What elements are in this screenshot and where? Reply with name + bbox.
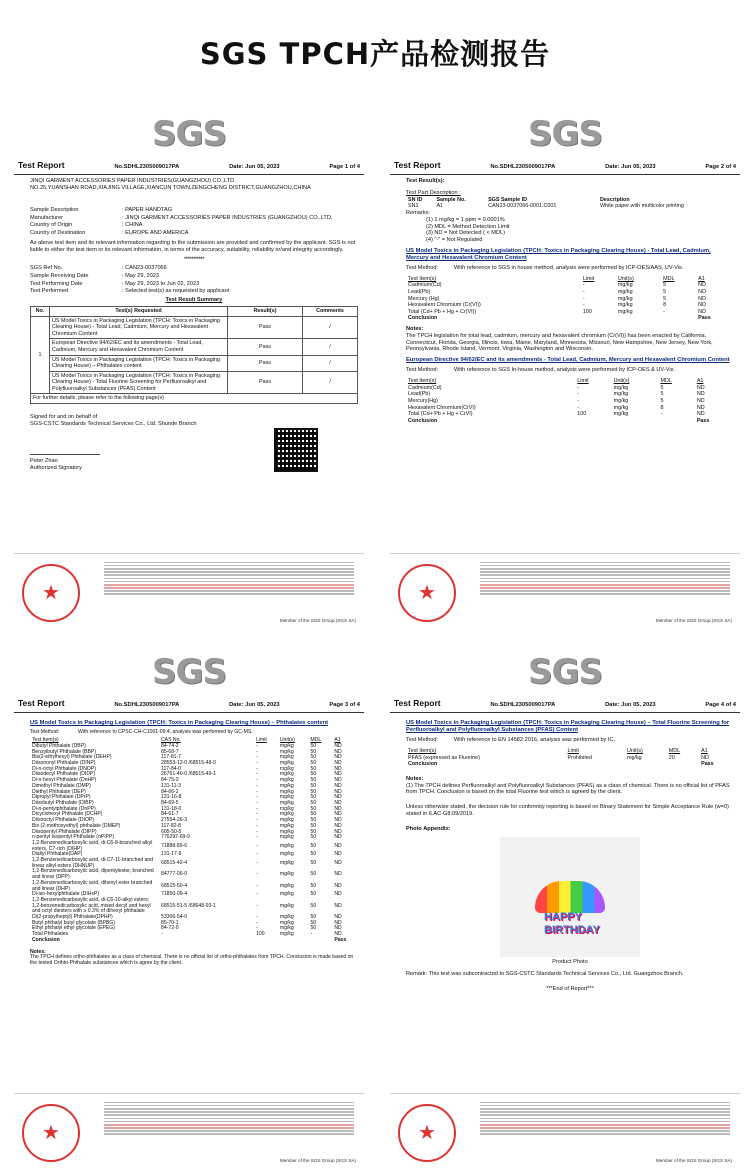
table-row: Diisononyl Phthalate (DINP) 28553-12-0 /68515-48-0 - mg/kg 50 ND: [32, 760, 342, 767]
report-header: Test Report No.SDHL2305009017PA Date: Jun 05, 2023 Page 2 of 4: [390, 152, 740, 175]
table-row: Dimethyl Phthalate (DMP) 131-11-3 - mg/kg 50 ND: [32, 782, 342, 789]
table-row: Di-n-pentylphthalate (DnPP) 131-18-0 - mg/kg 50 ND: [32, 805, 342, 812]
qr-code: [274, 428, 318, 472]
report-page-3: SGS Test Report No.SDHL2305009017PA Date: Jun 05, 2023 Page 3 of 4 US Model Toxics in Packaging Legislation (TPCH: Toxics in Packaging Clearing House) – Phthalates content Test Method: With reference to CPSC-CH-C1001-09.4, analysis was performed by GC-MS. Test Item(s) CAS No. Limit Unit(s) MDL A1 Dibutyl Phthalate (DBP) 84-74-2 - mg/kg 50 ND Benzylbutyl Phthalate (BBP) 85-68-7 - mg/kg 50 ND Bis(2-ethylhexyl) Phthalate (DEHP) 117-81-7 - mg/kg 50 ND Diisononyl Phthalate (DINP) 28553-12-0 /68515-48-0 - mg/kg 50 ND Di-n-octyl Phthalate (DNOP) 117-84-0 - mg/kg 50 ND Diisodecyl Phthalate (DIDP) 26761-40-0 /68515-49-1 - mg/kg 50 ND Di-n-hexyl Phthalate (DnHP) 84-75-3 - mg/kg 50 ND Dimethyl Phthalate (DMP) 131-11-3 - mg/kg 50 ND Diethyl Phthalate (DEP) 84-66-2 - mg/kg 50 ND Dipropyl Phthalate (DPrP) 131-16-8 - mg/kg 50 ND Diisobutyl Phthalate (DIBP) 84-69-5 - mg/kg 50 ND Di-n-pentylphthalate (DnPP) 131-18-0 - mg/kg 50 ND Dicyclohexyl Phthalate (DCHP) 84-61-7 - mg/kg 50 ND Diisooctyl Phthalate (DIOP) 27554-26-3 - mg/kg 50 ND Bis (2-methoxyethyl) phthalate (DMEP) 117-82-8 - mg/kg 50 ND Diisopentyl Phthalate (DIPP) 605-50-5 - mg/kg 50 ND n-pentyl Isopentyl Phthalate (nPIPP) 776297-69-9 - mg/kg 50 ND 1,2-Benzenedicarboxylic acid, di-C6-8-branched alkyl esters, C7-rich (DIHP) 71888-89-6 - mg/kg 50 ND Diallyl Phthalate(DAP) 131-17-9 - mg/kg 50 ND 1,2-Benzenedicarboxylic acid, di-C7-11-branched and linear alkyl esters (DHNUP) 68515-42-4 - mg/kg 50 ND 1,2-Benzenedicarboxylic acid, dipentylester, branched and linear (DPP) 84777-06-0 - mg/kg 50 ND 1,2-Benzenedicarboxylic acid, dihexyl ester branched and linear (DHP) 68515-50-4 - mg/kg 50 ND Di-iso-hexylphthalate (DIHxP) 71850-09-4 - mg/kg 50 ND 1,2-Benzenedicarboxylic acid, di-C6-10-alkyl esters; 1,2-benzenedicarboxylic acid, mixed decyl and hexyl and octyl diesters with ≥ 0.3% of dihexyl phthalate 68515-51-5 /68648-93-1 - mg/kg 50 ND Di(2-propylheptyl) Phthalate(DPHP) 53306-54-0 - mg/kg 50 ND Butyl phthalyl butyl glycolate (BPBG) 85-70-1 - mg/kg 50 ND Ethyl phthalyl ethyl glycolate (EPEG) 84-72-0 - mg/kg 50 ND Total Phthalates - 100 mg/kg - ND Conclusion Pass Notes: The TPCH defines ortho-phthalates as a class of chemical. There is no official list of ortho-phthalates from TPCH. Conclusion is made based on the tested Orthto-Phthalate substances which is agree by the client. ★ Member of the SGS Group (SGS SA): [14, 648, 364, 1166]
section-title: US Model Toxics in Packaging Legislation (TPCH: Toxics in Packaging Clearing House) – Total Fluorine Screening for Perfluoroalkyl and Polyfluoroalkyl Substances (PFAS) Content: [406, 720, 730, 734]
seal-icon: ★: [398, 564, 456, 622]
summary-table: No. Test(s) Requested Result(s) Comments 1 US Model Toxics in Packaging Legislation (TPCH: Toxics in Packaging Clearing House) - Total Lead, Cadmium, Mercury and Hexavalent Chromium Content Pass / European Directive 94/62/EC and its amendments - Total Lead, Cadmium, Mercury and Hexavalent Chromium Content Pass / US Model Toxics in Packaging Legislation (TPCH: Toxics in Packaging Clearing House) – Phthalates content Pass / US Model Toxics in Packaging Legislation (TPCH: Toxics in Packaging Clearing House) - Total Fluorine Screening for Perfluoroalkyl and Polyfluoroalkyl Substances (PFAS) Content Pass / For further details, please refer to the following page(s): [30, 306, 358, 404]
page-number: Page 1 of 4: [329, 164, 360, 170]
table-row: Dibutyl Phthalate (DBP) 84-74-2 - mg/kg 50 ND: [32, 742, 342, 749]
signer-name: Peter Zhao: [30, 458, 58, 465]
product-photo: [500, 837, 640, 957]
table-row: Total Phthalates - 100 mg/kg - ND: [32, 931, 342, 938]
report-page-4: SGS Test Report No.SDHL2305009017PA Date: Jun 05, 2023 Page 4 of 4 US Model Toxics in Packaging Legislation (TPCH: Toxics in Packaging Clearing House) – Total Fluorine Screening for Perfluoroalkyl and Polyfluoroalkyl Substances (PFAS) Content Test Method: With reference to EN 14582:2016, analysis was performed by IC. Test Item(s) Limit Unit(s) MDL A1 PFAS (expressed as Fluorine) Prohibited mg/kg 20 ND Conclusion Pass Notes: (1) The TPCH defines Perfluoroalkyl and Polyfluoroalkyl Substances (PFAS) as a class of chemical. There is no official list of PFAS from TPCH. Conclusion is based on the total Fluorine test which is agreed by the client. Unless otherwise stated, the decision rule for conformity reporting is based on Binary Statement for Simple Acceptance Rule (w=0) stated in ILAC-G8:09/2019. Photo Appendix: HAPPY BIRTHDAY Product Photo Remark: This test was subcontracted to SGS-CSTC Standards Technical Services Co., Ltd. Guangzhou Branch. ***End of Report*** ★ Member of the SGS Group (SGS SA): [390, 648, 740, 1166]
page-number: Page 2 of 4: [705, 164, 736, 170]
table-row: 1,2-Benzenedicarboxylic acid, dipentylester, branched and linear (DPP) 84777-06-0 - mg/kg 50 ND: [32, 868, 342, 881]
table-row: Diisobutyl Phthalate (DIBP) 84-69-5 - mg/kg 50 ND: [32, 799, 342, 806]
sgs-logo: SGS: [152, 114, 226, 154]
applicant-company: JINQI GARMENT ACCESSORIES PAPER INDUSTRIES(GUANGZHOU) CO.,LTD.: [30, 178, 236, 185]
section-title: US Model Toxics in Packaging Legislation (TPCH: Toxics in Packaging Clearing House) – Phthalates content: [30, 720, 329, 727]
table-row: Dipropyl Phthalate (DPrP) 131-16-8 - mg/kg 50 ND: [32, 794, 342, 801]
table-row: Dicyclohexyl Phthalate (DCHP) 84-61-7 - mg/kg 50 ND: [32, 811, 342, 818]
page-footer: ★ Member of the SGS Group (SGS SA): [390, 553, 740, 626]
table-row: Conclusion Pass: [32, 936, 347, 943]
section-title: US Model Toxics in Packaging Legislation (TPCH: Toxics in Packaging Clearing House) - Total Lead, Cadmium, Mercury and Hexavalent Chromium Content: [406, 247, 711, 261]
summary-title: Test Result Summary: [165, 297, 223, 304]
banner-title: SGS TPCH产品检测报告: [199, 37, 551, 71]
signer-title: Authorized Signatory: [30, 464, 82, 471]
table-row: Di-n-hexyl Phthalate (DnHP) 84-75-3 - mg/kg 50 ND: [32, 777, 342, 784]
table-row: Diethyl Phthalate (DEP) 84-66-2 - mg/kg 50 ND: [32, 788, 342, 795]
rainbow-image: [535, 881, 605, 913]
table-row: Di-n-octyl Phthalate (DNOP) 117-84-0 - mg/kg 50 ND: [32, 765, 342, 772]
table-row: 1,2-Benzenedicarboxylic acid, dihexyl ester branched and linear (DHP) 68515-50-4 - mg/kg 50 ND: [32, 879, 342, 892]
applicant-address: NO.25,YUANSHAN ROAD,XIAJING VILLAGE,XIANCUN TOWN,ZENGCHENG DISTRICT,GUANGZHOU,CHINA: [30, 184, 311, 191]
page-footer: ★ Member of the SGS Group (SGS SA): [14, 1093, 364, 1166]
table-row: Butyl phthalyl butyl glycolate (BPBG) 85-70-1 - mg/kg 50 ND: [32, 919, 342, 926]
remark: Remark: This test was subcontracted to SGS-CSTC Standards Technical Services Co., Ltd. Guangzhou Branch.: [406, 971, 684, 978]
sgs-logo: SGS: [152, 652, 226, 692]
table-row: Diisopentyl Phthalate (DIPP) 605-50-5 - mg/kg 50 ND: [32, 828, 342, 835]
banner: [0, 0, 750, 105]
page-number: Page 3 of 4: [329, 702, 360, 708]
report-page-2: SGS Test Report No.SDHL2305009017PA Date: Jun 05, 2023 Page 2 of 4 Test Result(s): Test Part Description : SN ID Sample No. SGS Sample ID Description SN1 A1 CAN23-0037066-0001.C001 White paper with multicolor printing Remarks: (1) 1 mg/kg = 1 ppm = 0.0001% (2) MDL = Method Detection Limit (3) ND = Not Detected ( < MDL) (4) "-" = Not Regulated US Model Toxics in Packaging Legislation (TPCH: Toxics in Packaging Clearing House) - Total Lead, Cadmium, Mercury and Hexavalent Chromium Content Test Method: With reference to SGS in house method, analysis were performed by ICP-OES/AAS, UV-Vis. Test Item(s) Limit Unit(s) MDL A1 Cadmium(Cd) - mg/kg 5 ND Lead(Pb) - mg/kg 5 ND Mercury (Hg) - mg/kg 5 ND Hexavalent Chromium (Cr(VI)) - mg/kg 8 ND Total (Cd+ Pb + Hg + Cr(VI)) 100 mg/kg - ND Conclusion Pass Notes: The TPCH legislation for total lead, cadmium, mercury and hexavalent chromium (Cr(VI)) has been enacted by California, Connecticut, Florida, Georgia, Illinois, Iowa, Maine, Maryland, Minnesota, Missouri, New Hampshire, New Jersey, New York, Pennsylvania, Rhode Island, Vermont, Virginia, Washington and Wisconsin. European Directive 94/62/EC and its amendments - Total Lead, Cadmium, Mercury and Hexavalent Chromium Content Test Method: With reference to SGS In-house method, analysis were performed by ICP-OES & UV-Vis. Test Item(s) Limit Unit(s) MDL A1 Cadmium(Cd) - mg/kg 5 ND Lead(Pb) - mg/kg 5 ND Mercury(Hg) - mg/kg 5 ND Hexavalent Chromium(CrVI) - mg/kg 8 ND Total (Cd+ Pb + Hg + CrVI) 100 mg/kg - ND Conclusion Pass ★ Member of the SGS Group (SGS SA): [390, 110, 740, 626]
page-footer: ★ Member of the SGS Group (SGS SA): [390, 1093, 740, 1166]
table-row: 1,2-Benzenedicarboxylic acid, di-C6-10-alkyl esters; 1,2-benzenedicarboxylic acid, mixed decyl and hexyl and octyl diesters with ≥ 0.3% of dihexyl phthalate 68515-51-5 /68648-93-1 - mg/kg 50 ND: [32, 896, 342, 915]
table-row: Bis (2-methoxyethyl) phthalate (DMEP) 117-82-8 - mg/kg 50 ND: [32, 822, 342, 829]
page-number: Page 4 of 4: [705, 702, 736, 708]
report-header: Test Report No.SDHL2305009017PA Date: Jun 05, 2023 Page 3 of 4: [14, 690, 364, 713]
sgs-logo: SGS: [528, 114, 602, 154]
table-row: Benzylbutyl Phthalate (BBP) 85-68-7 - mg/kg 50 ND: [32, 748, 342, 755]
report-date: Date: Jun 05, 2023: [229, 164, 280, 170]
table-row: Ethyl phthalyl ethyl glycolate (EPEG) 84-72-0 - mg/kg 50 ND: [32, 925, 342, 932]
disclaimer: As above test item and its relevant information regarding to the submission are provided and confirmed by the applicant. SGS is not liable to either the test item or its relevant information, in terms of the accuracy, suitability, reliability or/and integrity accordingly.: [30, 239, 356, 253]
table-row: Diallyl Phthalate(DAP) 131-17-9 - mg/kg 50 ND: [32, 851, 342, 858]
table-row: n-pentyl Isopentyl Phthalate (nPIPP) 776297-69-9 - mg/kg 50 ND: [32, 834, 342, 841]
table-row: Di-iso-hexylphthalate (DIHxP) 71850-09-4 - mg/kg 50 ND: [32, 891, 342, 898]
signature: [30, 440, 100, 455]
table-row: 1,2-Benzenedicarboxylic acid, di-C6-8-branched alkyl esters, C7-rich (DIHP) 71888-89-6 - mg/kg 50 ND: [32, 839, 342, 852]
sgs-logo: SGS: [528, 652, 602, 692]
table-row: Diisooctyl Phthalate (DIOP) 27554-26-3 - mg/kg 50 ND: [32, 817, 342, 824]
table-row: Bis(2-ethylhexyl) Phthalate (DEHP) 117-81-7 - mg/kg 50 ND: [32, 754, 342, 761]
phthalates-table: Test Item(s) CAS No. Limit Unit(s) MDL A1 Dibutyl Phthalate (DBP) 84-74-2 - mg/kg 50 ND Benzylbutyl Phthalate (BBP) 85-68-7 - mg/kg 50 ND Bis(2-ethylhexyl) Phthalate (DEHP) 117-81-7 - mg/kg 50 ND Diisononyl Phthalate (DINP) 28553-12-0 /68515-48-0 - mg/kg 50 ND Di-n-octyl Phthalate (DNOP) 117-84-0 - mg/kg 50 ND Diisodecyl Phthalate (DIDP) 26761-40-0 /68515-49-1 - mg/kg 50 ND Di-n-hexyl Phthalate (DnHP) 84-75-3 - mg/kg 50 ND Dimethyl Phthalate (DMP) 131-11-3 - mg/kg 50 ND Diethyl Phthalate (DEP) 84-66-2 - mg/kg 50 ND Dipropyl Phthalate (DPrP) 131-16-8 - mg/kg 50 ND Diisobutyl Phthalate (DIBP) 84-69-5 - mg/kg 50 ND Di-n-pentylphthalate (DnPP) 131-18-0 - mg/kg 50 ND Dicyclohexyl Phthalate (DCHP) 84-61-7 - mg/kg 50 ND Diisooctyl Phthalate (DIOP) 27554-26-3 - mg/kg 50 ND Bis (2-methoxyethyl) phthalate (DMEP) 117-82-8 - mg/kg 50 ND Diisopentyl Phthalate (DIPP) 605-50-5 - mg/kg 50 ND n-pentyl Isopentyl Phthalate (nPIPP) 776297-69-9 - mg/kg 50 ND 1,2-Benzenedicarboxylic acid, di-C6-8-branched alkyl esters, C7-rich (DIHP) 71888-89-6 - mg/kg 50 ND Diallyl Phthalate(DAP) 131-17-9 - mg/kg 50 ND 1,2-Benzenedicarboxylic acid, di-C7-11-branched and linear alkyl esters (DHNUP) 68515-42-4 - mg/kg 50 ND 1,2-Benzenedicarboxylic acid, dipentylester, branched and linear (DPP) 84777-06-0 - mg/kg 50 ND 1,2-Benzenedicarboxylic acid, dihexyl ester branched and linear (DHP) 68515-50-4 - mg/kg 50 ND Di-iso-hexylphthalate (DIHxP) 71850-09-4 - mg/kg 50 ND 1,2-Benzenedicarboxylic acid, di-C6-10-alkyl esters; 1,2-benzenedicarboxylic acid, mixed decyl and hexyl and octyl diesters with ≥ 0.3% of dihexyl phthalate 68515-51-5 /68648-93-1 - mg/kg 50 ND Di(2-propylheptyl) Phthalate(DPHP) 53306-54-0 - mg/kg 50 ND Butyl phthalyl butyl glycolate (BPBG) 85-70-1 - mg/kg 50 ND Ethyl phthalyl ethyl glycolate (EPEG) 84-72-0 - mg/kg 50 ND Total Phthalates - 100 mg/kg - ND Conclusion Pass: [30, 738, 358, 943]
report-header: [14, 152, 364, 175]
table-row: 1,2-Benzenedicarboxylic acid, di-C7-11-branched and linear alkyl esters (DHNUP) 68515-42-4 - mg/kg 50 ND: [32, 857, 342, 869]
report-header: Test Report No.SDHL2305009017PA Date: Jun 05, 2023 Page 4 of 4: [390, 690, 740, 713]
table-row: Di(2-propylheptyl) Phthalate(DPHP) 53306-54-0 - mg/kg 50 ND: [32, 914, 342, 921]
table-row: Diisodecyl Phthalate (DIDP) 26761-40-0 /68515-49-1 - mg/kg 50 ND: [32, 771, 342, 778]
report-label: Test Report: [18, 160, 65, 170]
page-footer: ★ Member of the SGS Group (SGS SA): [14, 553, 364, 626]
photo-text: HAPPY BIRTHDAY: [544, 910, 600, 937]
seal-icon: ★: [22, 1104, 80, 1162]
results-table-2: Test Item(s) Limit Unit(s) MDL A1 Cadmium(Cd) - mg/kg 5 ND Lead(Pb) - mg/kg 5 ND Mercury(Hg) - mg/kg 5 ND Hexavalent Chromium(CrVI) - mg/kg 8 ND Total (Cd+ Pb + Hg + CrVI) 100 mg/kg - ND Conclusion Pass: [408, 378, 710, 424]
photo-caption: Product Photo: [552, 958, 588, 965]
report-page-1: SGS Test Report No.SDHL2305009017PA Date: Jun 05, 2023 Page 1 of 4 JINQI GARMENT ACCESSORIES PAPER INDUSTRIES(GUANGZHOU) CO.,LTD. NO.25,YUANSHAN ROAD,XIAJING VILLAGE,XIANCUN TOWN,ZENGCHENG DISTRICT,GUANGZHOU,CHINA Sample Description : PAPER HANDTAG Manufacturer : JINQI GARMENT ACCESSORIES PAPER INDUSTRIES (GUANGZHOU) CO.,LTD. Country of Origin : CHINA Country of Destination : EUROPE AND AMERICA As above test item and its relevant information regarding to the submission are provided and confirmed by the applicant. SGS is not liable to either the test item or its relevant information, in terms of the accuracy, suitability, reliability or/and integrity accordingly. *********** SGS Ref No. : CAN23-0037066 Sample Receiving Date : May 29, 2023 Test Performing Date : May 29, 2023 to Jun 02, 2023 Test Performed : Selected test(s) as requested by applicant Test Result Summary No. Test(s) Requested Result(s) Comments 1 US Model Toxics in Packaging Legislation (TPCH: Toxics in Packaging Clearing House) - Total Lead, Cadmium, Mercury and Hexavalent Chromium Content Pass / European Directive 94/62/EC and its amendments - Total Lead, Cadmium, Mercury and Hexavalent Chromium Content Pass / US Model Toxics in Packaging Legislation (TPCH: Toxics in Packaging Clearing House) – Phthalates content Pass / US Model Toxics in Packaging Legislation (TPCH: Toxics in Packaging Clearing House) - Total Fluorine Screening for Perfluoroalkyl and Polyfluoroalkyl Substances (PFAS) Content Pass / For further details, please refer to the following page(s) Signed for and on behalf of SGS-CSTC Standards Technical Services Co., Ltd. Shunde Branch Peter Zhao Authorized Signatory ★ Member of the SGS Group (SGS SA): [14, 110, 364, 626]
section-title: European Directive 94/62/EC and its amendments - Total Lead, Cadmium, Mercury and Hexavalent Chromium Content: [406, 357, 730, 364]
results-table-1: Test Item(s) Limit Unit(s) MDL A1 Cadmium(Cd) - mg/kg 5 ND Lead(Pb) - mg/kg 5 ND Mercury (Hg) - mg/kg 5 ND Hexavalent Chromium (Cr(VI)) - mg/kg 8 ND Total (Cd+ Pb + Hg + Cr(VI)) 100 mg/kg - ND Conclusion Pass: [408, 275, 711, 322]
part-table: SN ID Sample No. SGS Sample ID Description SN1 A1 CAN23-0037066-0001.C001 White paper with multicolor printing: [408, 196, 684, 210]
seal-icon: ★: [22, 564, 80, 622]
end-of-report: ***End of Report***: [546, 986, 594, 993]
seal-icon: ★: [398, 1104, 456, 1162]
pfas-table: Test Item(s) Limit Unit(s) MDL A1 PFAS (expressed as Fluorine) Prohibited mg/kg 20 ND Conclusion Pass: [408, 748, 714, 768]
report-number: No.SDHL2305009017PA: [114, 164, 180, 170]
